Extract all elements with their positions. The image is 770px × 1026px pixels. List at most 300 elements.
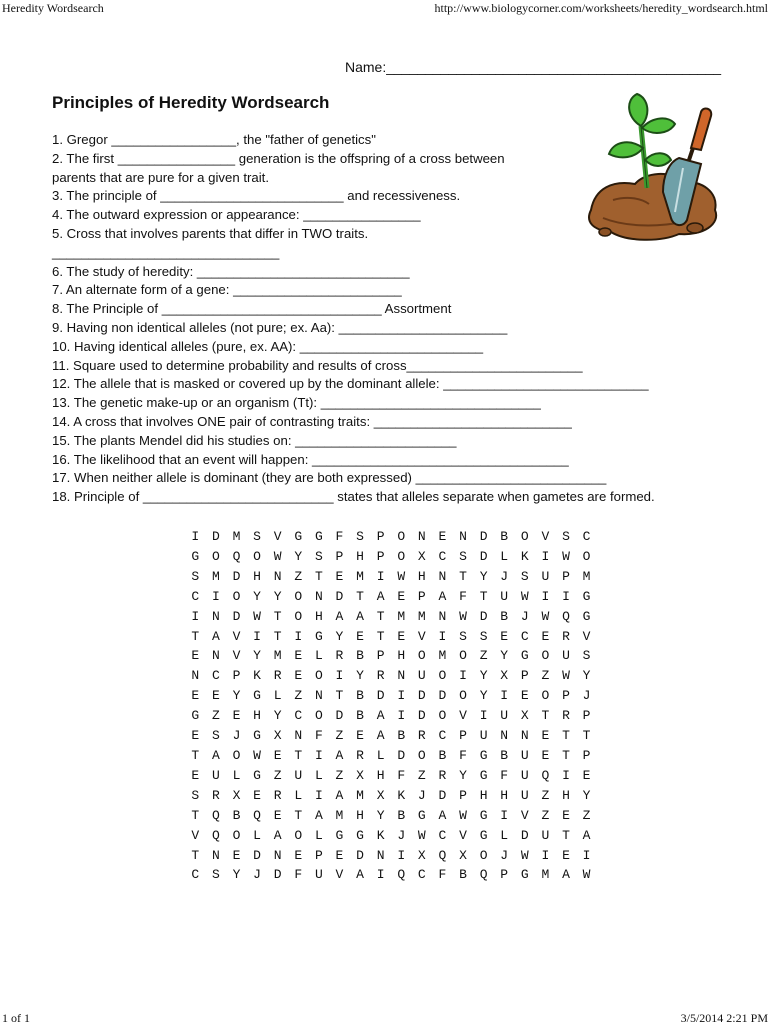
grid-letter: N	[459, 529, 467, 544]
grid-letter: Y	[479, 668, 488, 684]
grid-letter: C	[582, 529, 591, 544]
grid-letter: G	[479, 827, 488, 843]
grid-letter: D	[479, 529, 488, 544]
print-datetime: 3/5/2014 2:21 PM	[680, 1011, 768, 1025]
grid-letter: B	[438, 747, 447, 763]
grid-letter: E	[294, 648, 303, 664]
grid-letter: A	[211, 747, 220, 763]
grid-letter: O	[417, 747, 426, 763]
grid-letter: Z	[541, 668, 550, 684]
grid-letter: S	[253, 529, 261, 544]
grid-letter: N	[211, 847, 220, 863]
grid-letter: R	[417, 728, 426, 744]
grid-letter: P	[562, 568, 570, 584]
question-item: 14. A cross that involves ONE pair of contrasting traits: ___________________________	[52, 413, 572, 429]
grid-letter: B	[356, 688, 364, 704]
grid-letter: E	[582, 767, 591, 783]
grid-letter: O	[582, 548, 591, 564]
grid-letter: K	[397, 787, 406, 803]
grid-letter: E	[562, 807, 570, 823]
grid-letter: F	[335, 529, 344, 544]
grid-letter: D	[417, 688, 426, 704]
grid-letter: S	[582, 648, 591, 664]
grid-letter: W	[459, 807, 467, 823]
grid-letter: A	[376, 708, 385, 724]
grid-letter: K	[520, 548, 529, 564]
grid-letter: V	[232, 648, 241, 664]
grid-letter: O	[232, 827, 241, 843]
grid-letter: E	[335, 568, 344, 584]
grid-row	[185, 607, 597, 627]
grid-letter: O	[541, 648, 550, 664]
grid-letter: O	[479, 847, 488, 863]
grid-letter: G	[520, 648, 529, 664]
grid-letter: Y	[294, 548, 303, 564]
grid-letter: N	[397, 668, 406, 684]
grid-letter: P	[582, 747, 591, 763]
seedling-with-trowel-icon	[583, 88, 733, 258]
grid-letter: E	[273, 807, 282, 823]
header-title: Heredity Wordsearch	[2, 1, 104, 15]
grid-letter: I	[211, 588, 220, 604]
grid-letter: R	[438, 767, 447, 783]
grid-letter: C	[191, 867, 200, 883]
grid-letter: H	[314, 608, 323, 624]
grid-letter: Z	[541, 787, 550, 803]
grid-letter: E	[500, 628, 509, 644]
grid-letter: U	[541, 827, 550, 843]
grid-letter: E	[191, 728, 200, 744]
grid-letter: I	[314, 787, 323, 803]
grid-letter: Z	[582, 807, 591, 823]
grid-letter: T	[191, 847, 200, 863]
grid-row	[185, 766, 597, 786]
grid-letter: B	[459, 867, 467, 883]
grid-letter: E	[191, 767, 200, 783]
grid-letter: G	[294, 529, 303, 544]
grid-letter: R	[273, 668, 282, 684]
grid-letter: I	[541, 548, 550, 564]
grid-letter: E	[397, 628, 406, 644]
grid-letter: R	[273, 787, 282, 803]
question-item: 7. An alternate form of a gene: _______________________	[52, 282, 402, 298]
grid-letter: Q	[253, 807, 261, 823]
question-list	[52, 131, 655, 507]
grid-letter: E	[294, 668, 303, 684]
grid-letter: G	[253, 767, 261, 783]
grid-letter: X	[356, 767, 364, 783]
grid-letter: I	[582, 847, 591, 863]
grid-letter: X	[376, 787, 385, 803]
grid-letter: A	[356, 867, 364, 883]
grid-letter: X	[417, 847, 426, 863]
grid-letter: E	[232, 708, 241, 724]
grid-letter: F	[459, 588, 467, 604]
grid-letter: R	[562, 708, 570, 724]
grid-letter: U	[294, 767, 303, 783]
grid-letter: V	[582, 628, 591, 644]
page-title: Principles of Heredity Wordsearch	[52, 93, 330, 112]
grid-letter: L	[500, 827, 509, 843]
grid-letter: M	[273, 648, 282, 664]
question-item: 12. The allele that is masked or covered up by the dominant allele: ____________________________	[52, 376, 649, 392]
grid-letter: S	[314, 548, 323, 564]
grid-letter: S	[191, 568, 200, 584]
grid-letter: O	[294, 827, 303, 843]
grid-letter: Z	[479, 648, 488, 664]
grid-letter: F	[397, 767, 406, 783]
question-item: 1. Gregor _________________, the "father of genetics"	[52, 132, 376, 147]
grid-letter: D	[376, 688, 385, 704]
grid-row	[185, 666, 597, 686]
wordsearch-grid	[185, 527, 597, 885]
grid-letter: X	[500, 668, 509, 684]
grid-letter: V	[232, 628, 241, 644]
grid-letter: L	[314, 767, 323, 783]
grid-letter: B	[500, 608, 509, 624]
grid-letter: I	[479, 708, 488, 724]
grid-letter: T	[314, 568, 323, 584]
grid-letter: L	[294, 787, 303, 803]
grid-letter: E	[520, 688, 529, 704]
grid-letter: L	[376, 747, 385, 763]
grid-letter: E	[438, 529, 447, 544]
grid-letter: W	[459, 608, 467, 624]
grid-letter: W	[520, 847, 529, 863]
question-item: 4. The outward expression or appearance: ________________	[52, 207, 421, 223]
grid-letter: N	[191, 668, 200, 684]
grid-letter: D	[335, 588, 344, 604]
grid-letter: O	[397, 548, 406, 564]
grid-letter: J	[582, 688, 591, 704]
grid-letter: G	[417, 807, 426, 823]
grid-letter: C	[417, 867, 426, 883]
grid-letter: T	[562, 747, 570, 763]
grid-letter: B	[232, 807, 241, 823]
grid-letter: U	[562, 648, 570, 664]
grid-letter: W	[582, 867, 591, 883]
grid-letter: Q	[438, 847, 447, 863]
grid-letter: Z	[294, 568, 303, 584]
grid-letter: G	[314, 628, 323, 644]
grid-letter: O	[294, 588, 303, 604]
grid-letter: I	[541, 588, 550, 604]
grid-letter: W	[273, 548, 282, 564]
grid-letter: F	[459, 747, 467, 763]
grid-row	[185, 646, 597, 666]
grid-letter: O	[314, 708, 323, 724]
grid-letter: I	[438, 628, 447, 644]
grid-letter: P	[459, 728, 467, 744]
grid-letter: O	[294, 608, 303, 624]
grid-letter: M	[356, 568, 364, 584]
grid-letter: I	[562, 767, 570, 783]
grid-letter: P	[562, 688, 570, 704]
grid-letter: P	[459, 787, 467, 803]
grid-letter: G	[479, 747, 488, 763]
grid-letter: A	[314, 807, 323, 823]
grid-letter: N	[417, 529, 426, 544]
grid-letter: L	[232, 767, 241, 783]
grid-letter: B	[500, 529, 509, 544]
grid-letter: J	[500, 847, 509, 863]
grid-letter: M	[356, 787, 364, 803]
grid-letter: U	[417, 668, 426, 684]
grid-letter: A	[376, 728, 385, 744]
grid-letter: O	[438, 708, 447, 724]
grid-letter: T	[541, 708, 550, 724]
grid-letter: O	[253, 548, 261, 564]
grid-letter: A	[356, 608, 364, 624]
grid-letter: Y	[232, 688, 241, 704]
grid-letter: Y	[273, 588, 282, 604]
grid-letter: A	[438, 807, 447, 823]
grid-letter: A	[335, 747, 344, 763]
grid-letter: A	[582, 827, 591, 843]
grid-letter: E	[356, 628, 364, 644]
question-item: 17. When neither allele is dominant (they are both expressed) __________________________	[52, 470, 607, 486]
grid-letter: I	[459, 668, 467, 684]
grid-row	[185, 865, 597, 885]
grid-letter: Y	[376, 807, 385, 823]
grid-letter: G	[582, 608, 591, 624]
grid-letter: U	[520, 787, 529, 803]
grid-letter: N	[211, 608, 220, 624]
grid-letter: N	[294, 728, 303, 744]
grid-letter: U	[520, 747, 529, 763]
grid-letter: S	[211, 867, 220, 883]
grid-letter: I	[314, 747, 323, 763]
grid-letter: F	[500, 767, 509, 783]
grid-row	[185, 587, 597, 607]
grid-row	[185, 786, 597, 806]
grid-letter: S	[562, 529, 570, 544]
grid-letter: Q	[397, 867, 406, 883]
question-item: 3. The principle of _________________________ and recessiveness.	[52, 188, 461, 204]
grid-letter: E	[211, 688, 220, 704]
grid-letter: T	[294, 747, 303, 763]
grid-letter: S	[459, 628, 467, 644]
grid-letter: J	[417, 787, 426, 803]
grid-letter: T	[191, 628, 200, 644]
grid-letter: G	[191, 708, 200, 724]
grid-letter: Q	[541, 767, 550, 783]
grid-letter: G	[335, 827, 344, 843]
grid-letter: Y	[253, 588, 261, 604]
grid-letter: N	[500, 728, 509, 744]
grid-letter: X	[232, 787, 241, 803]
grid-letter: Y	[500, 648, 509, 664]
grid-letter: M	[438, 648, 447, 664]
grid-letter: D	[479, 608, 488, 624]
grid-letter: X	[417, 548, 426, 564]
grid-letter: Z	[211, 708, 220, 724]
grid-letter: V	[417, 628, 426, 644]
grid-letter: Z	[335, 728, 344, 744]
grid-letter: E	[356, 728, 364, 744]
grid-letter: W	[520, 588, 529, 604]
grid-letter: Y	[582, 668, 591, 684]
grid-letter: G	[479, 807, 488, 823]
grid-letter: G	[356, 827, 364, 843]
grid-letter: G	[479, 767, 488, 783]
grid-letter: B	[500, 747, 509, 763]
grid-letter: M	[211, 568, 220, 584]
header-url[interactable]: http://www.biologycorner.com/worksheets/heredity_wordsearch.html	[434, 1, 768, 15]
grid-letter: O	[438, 668, 447, 684]
grid-letter: V	[520, 807, 529, 823]
grid-letter: T	[562, 827, 570, 843]
grid-letter: J	[397, 827, 406, 843]
grid-letter: G	[520, 867, 529, 883]
grid-letter: D	[438, 787, 447, 803]
question-continuation: parents that are pure for a given trait.	[52, 169, 269, 185]
grid-letter: Q	[479, 867, 488, 883]
grid-letter: M	[232, 529, 241, 544]
grid-letter: I	[294, 628, 303, 644]
grid-letter: V	[541, 529, 550, 544]
grid-letter: P	[376, 548, 385, 564]
grid-letter: C	[438, 827, 447, 843]
grid-letter: I	[191, 529, 200, 544]
answer-blank: _______________________________	[52, 244, 280, 260]
grid-letter: G	[582, 588, 591, 604]
grid-row	[185, 826, 597, 846]
grid-letter: W	[253, 747, 261, 763]
grid-letter: Y	[356, 668, 364, 684]
grid-letter: J	[232, 728, 241, 744]
page-counter: 1 of 1	[2, 1011, 30, 1025]
grid-letter: N	[314, 588, 323, 604]
grid-letter: O	[459, 688, 467, 704]
question-item: 11. Square used to determine probability and results of cross________________________	[52, 357, 583, 373]
grid-letter: Y	[479, 568, 488, 584]
grid-letter: V	[335, 867, 344, 883]
grid-letter: H	[253, 568, 261, 584]
grid-letter: E	[294, 847, 303, 863]
grid-letter: E	[397, 588, 406, 604]
grid-letter: O	[397, 529, 406, 544]
grid-letter: P	[376, 648, 385, 664]
grid-letter: M	[335, 807, 344, 823]
grid-letter: E	[273, 747, 282, 763]
question-item: 5. Cross that involves parents that differ in TWO traits.	[52, 225, 369, 241]
grid-letter: T	[582, 728, 591, 744]
grid-letter: R	[211, 787, 220, 803]
grid-letter: D	[232, 568, 241, 584]
grid-row	[185, 746, 597, 766]
grid-letter: I	[500, 807, 509, 823]
grid-letter: O	[232, 747, 241, 763]
grid-letter: X	[273, 728, 282, 744]
grid-letter: P	[314, 847, 323, 863]
grid-letter: S	[459, 548, 467, 564]
grid-letter: Y	[273, 708, 282, 724]
grid-letter: T	[294, 807, 303, 823]
grid-letter: L	[273, 688, 282, 704]
grid-letter: T	[479, 588, 488, 604]
grid-letter: S	[191, 787, 200, 803]
question-item: 18. Principle of __________________________ states that alleles separate when gametes are formed.	[52, 489, 655, 505]
grid-letter: E	[541, 628, 550, 644]
grid-letter: A	[562, 867, 570, 883]
grid-letter: D	[417, 708, 426, 724]
question-item: 6. The study of heredity: _____________________________	[52, 263, 410, 279]
grid-letter: L	[253, 827, 261, 843]
grid-letter: U	[479, 728, 488, 744]
grid-letter: E	[253, 787, 261, 803]
grid-letter: T	[459, 568, 467, 584]
grid-letter: I	[191, 608, 200, 624]
grid-letter: H	[356, 807, 364, 823]
grid-letter: M	[541, 867, 550, 883]
grid-letter: T	[376, 628, 385, 644]
grid-letter: H	[397, 648, 406, 664]
grid-letter: R	[376, 668, 385, 684]
grid-letter: A	[438, 588, 447, 604]
grid-letter: I	[397, 708, 406, 724]
grid-letter: E	[232, 847, 241, 863]
grid-letter: I	[397, 847, 406, 863]
grid-letter: D	[479, 548, 488, 564]
grid-letter: A	[376, 588, 385, 604]
grid-letter: D	[253, 847, 261, 863]
grid-letter: D	[211, 529, 220, 544]
question-item: 15. The plants Mendel did his studies on: ______________________	[52, 432, 457, 448]
grid-letter: K	[253, 668, 261, 684]
grid-letter: J	[253, 867, 261, 883]
grid-letter: E	[541, 728, 550, 744]
grid-letter: G	[253, 688, 261, 704]
grid-letter: T	[191, 747, 200, 763]
grid-row	[185, 686, 597, 706]
grid-letter: Y	[232, 867, 241, 883]
grid-letter: Q	[562, 608, 570, 624]
grid-letter: C	[294, 708, 303, 724]
grid-letter: N	[314, 688, 323, 704]
grid-letter: I	[376, 568, 385, 584]
grid-letter: U	[211, 767, 220, 783]
grid-letter: R	[562, 628, 570, 644]
grid-letter: H	[253, 708, 261, 724]
grid-letter: W	[417, 827, 426, 843]
grid-letter: I	[562, 588, 570, 604]
grid-letter: U	[520, 767, 529, 783]
grid-letter: S	[520, 568, 529, 584]
grid-row	[185, 547, 597, 567]
grid-letter: D	[273, 867, 282, 883]
grid-letter: N	[438, 568, 447, 584]
grid-letter: T	[335, 688, 344, 704]
grid-letter: B	[356, 708, 364, 724]
grid-letter: S	[356, 529, 364, 544]
grid-letter: D	[356, 847, 364, 863]
grid-letter: I	[376, 867, 385, 883]
grid-letter: Y	[459, 767, 467, 783]
grid-letter: F	[314, 728, 323, 744]
grid-row	[185, 706, 597, 726]
question-item: 16. The likelihood that an event will happen: ___________________________________	[52, 451, 569, 467]
grid-letter: O	[417, 648, 426, 664]
grid-letter: C	[191, 588, 200, 604]
grid-letter: H	[479, 787, 488, 803]
grid-letter: E	[541, 747, 550, 763]
grid-letter: N	[438, 608, 447, 624]
grid-letter: H	[417, 568, 426, 584]
grid-letter: Y	[335, 628, 344, 644]
grid-letter: Y	[479, 688, 488, 704]
grid-letter: I	[335, 668, 344, 684]
